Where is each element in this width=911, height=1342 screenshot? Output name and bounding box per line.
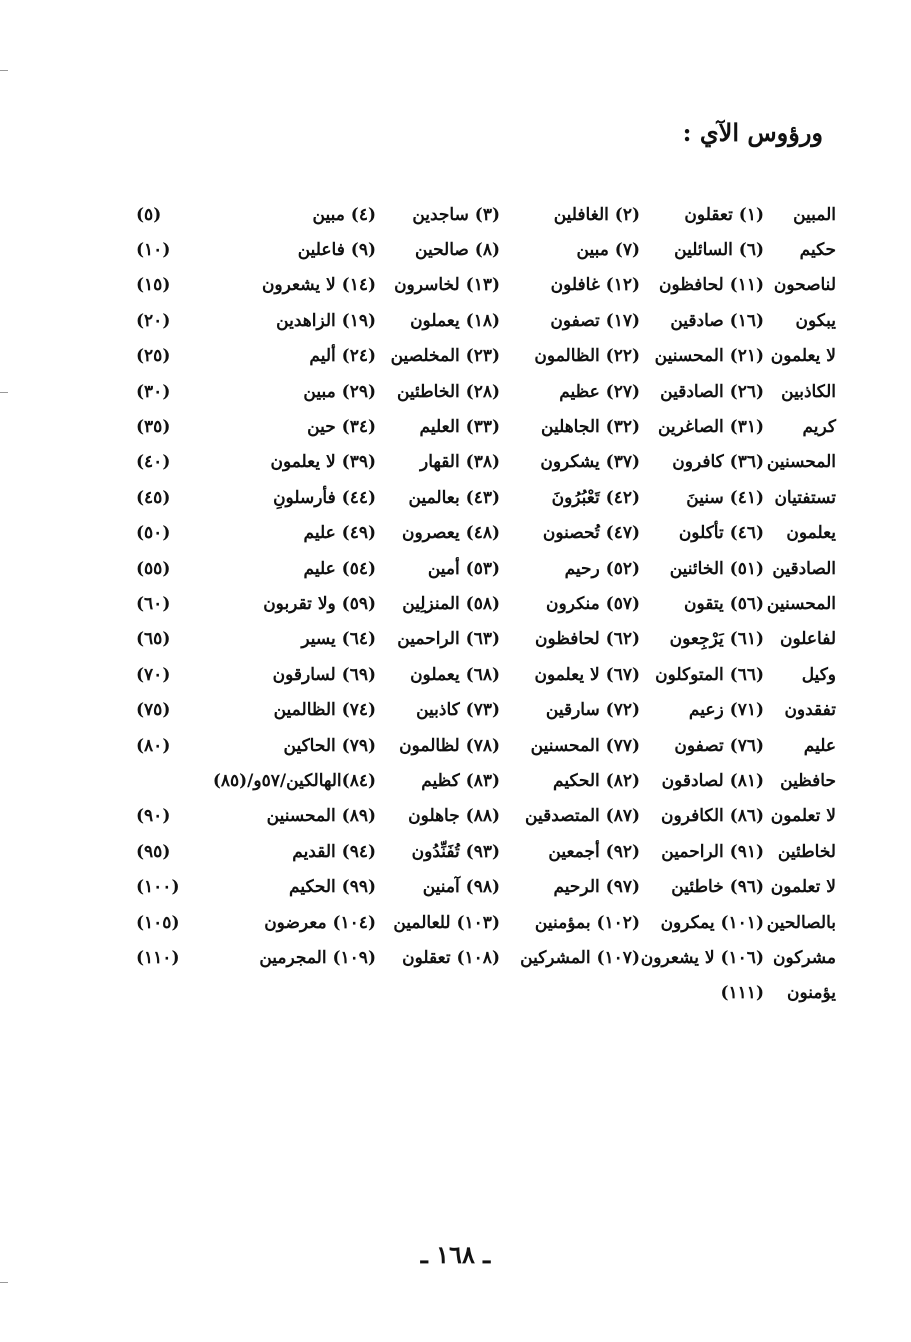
verse-cell: (٥١) الخائنين: [669, 558, 764, 579]
page-number: ـ ١٦٨ ـ: [420, 1240, 491, 1269]
verse-cell: (٧٥): [136, 700, 171, 721]
verse-cell: (٢٠): [136, 310, 171, 331]
verse-row: [136, 940, 836, 975]
verse-cell: (٧٨) لظالمون: [399, 735, 500, 756]
verse-cell: المبين: [793, 204, 836, 225]
verse-cell: (٣٣) العليم: [419, 417, 500, 438]
verse-cell: (٣٨) القهار: [419, 452, 500, 473]
verse-row: [136, 905, 836, 940]
verse-cell: (٤٤) فأرسلونِ: [273, 487, 376, 508]
verse-cell: (٩١) الراحمين: [661, 841, 764, 862]
verse-cell: (٤٧) تُحصنون: [542, 523, 640, 544]
verse-cell: (٥): [136, 204, 162, 225]
verse-cell: (٦٢) لحافظون: [535, 629, 640, 650]
verse-cell: (٣٤) حين: [307, 417, 376, 438]
verse-cell: (١٦) صادقين: [670, 310, 764, 331]
verse-cell: (٦٠): [136, 593, 171, 614]
verse-row: [136, 869, 836, 904]
verse-cell: (٧٠): [136, 664, 171, 685]
verse-cell: (٣) ساجدين: [412, 204, 500, 225]
verse-cell: (٣١) الصاغرين: [657, 417, 764, 438]
verse-cell: (١٧) تصفون: [550, 310, 640, 331]
verse-cell: (١٠٦) لا يشعرون: [640, 947, 764, 968]
verse-row: [136, 763, 836, 798]
verse-row: [136, 622, 836, 657]
verse-endings-table: [136, 197, 836, 1011]
verse-cell: (٣٩) لا يعلمون: [270, 452, 376, 473]
verse-cell: (٦٦) المتوكلون: [655, 664, 764, 685]
verse-cell: (٥٩) ولا تقربون: [263, 593, 376, 614]
verse-cell: (٦٣) الراحمين: [397, 629, 500, 650]
verse-cell: (١٢) غافلون: [550, 275, 640, 296]
verse-cell: (٢٦) الصادقين: [660, 381, 764, 402]
verse-cell: (١٨) يعملون: [410, 310, 500, 331]
verse-cell: (٧٦) تصفون: [674, 735, 764, 756]
verse-cell: (١٤) لا يشعرون: [261, 275, 376, 296]
verse-cell: (٣٥): [136, 417, 171, 438]
verse-cell: (٨٣) كظيم: [421, 770, 500, 791]
verse-row: [136, 516, 836, 551]
verse-cell: (٣٠): [136, 381, 171, 402]
section-heading: ورؤوس الآي :: [682, 118, 823, 147]
verse-cell: (١٠٩) المجرمين: [259, 947, 376, 968]
verse-cell: يبكون: [795, 310, 836, 331]
verse-cell: (٤٣) بعالمين: [408, 487, 500, 508]
verse-cell: (١٠٥): [136, 912, 180, 933]
verse-cell: (٣٦) كافرون: [672, 452, 764, 473]
verse-cell: الكاذبين: [781, 381, 836, 402]
verse-cell: لا تعلمون: [770, 877, 836, 898]
verse-cell: (١٥): [136, 275, 171, 296]
verse-cell: لا تعلمون: [770, 806, 836, 827]
verse-cell: (٩٨) آمنين: [422, 877, 500, 898]
verse-cell: (٤٠): [136, 452, 171, 473]
verse-cell: (٧٣) كاذبين: [416, 700, 500, 721]
verse-cell: (١١١): [720, 983, 764, 1004]
verse-cell: (٤) مبين: [312, 204, 376, 225]
verse-cell: (١٠٧) المشركين: [520, 947, 640, 968]
verse-cell: (٥٧) منكرون: [546, 593, 640, 614]
verse-row: [136, 232, 836, 267]
verse-cell: (٦) السائلين: [674, 240, 764, 261]
verse-row: [136, 409, 836, 444]
verse-cell: (٦٥): [136, 629, 171, 650]
verse-cell: (٩٦) خاطئين: [671, 877, 764, 898]
verse-cell: (٣٧) يشكرون: [540, 452, 640, 473]
verse-cell: (١) تعقلون: [684, 204, 764, 225]
verse-cell: عليم: [803, 735, 836, 756]
verse-cell: (٢٤) أليم: [309, 346, 376, 367]
verse-cell: (٣٢) الجاهلين: [541, 417, 640, 438]
verse-cell: (٥٤) عليم: [303, 558, 376, 579]
verse-cell: (٨١) لصادقون: [661, 770, 764, 791]
verse-cell: (٩٠): [136, 806, 171, 827]
verse-row: [136, 728, 836, 763]
verse-cell: لخاطئين: [777, 841, 836, 862]
verse-row: [136, 799, 836, 834]
verse-cell: (٩٤) القديم: [292, 841, 376, 862]
verse-cell: (٨٢) الحكيم: [553, 770, 640, 791]
verse-cell: (٩٣) تُفَنِّدُون: [411, 841, 500, 862]
verse-cell: (٥٨) المنزلِين: [402, 593, 500, 614]
verse-row: [136, 339, 836, 374]
verse-cell: بالصالحين: [766, 912, 836, 933]
verse-row: [136, 197, 836, 232]
verse-cell: (٧) مبين: [576, 240, 640, 261]
verse-row: [136, 480, 836, 515]
verse-cell: (٩٧) الرحيم: [553, 877, 640, 898]
verse-cell: (٤٥): [136, 487, 171, 508]
verse-cell: (١٠٤) معرضون: [264, 912, 376, 933]
margin-mark: [0, 70, 8, 71]
verse-row: [136, 268, 836, 303]
verse-cell: (٦٨) يعملون: [410, 664, 500, 685]
margin-mark: [0, 1282, 8, 1283]
verse-cell: (٥٢) رحيم: [564, 558, 640, 579]
verse-cell: (٧٢) سارقين: [545, 700, 640, 721]
verse-cell: لا يعلمون: [770, 346, 836, 367]
verse-cell: (١٠٨) تعقلون: [402, 947, 500, 968]
verse-cell: (١٠١) يمكرون: [660, 912, 764, 933]
verse-cell: كريم: [802, 417, 836, 438]
verse-cell: حافظين: [780, 770, 836, 791]
verse-row: [136, 551, 836, 586]
verse-cell: (٢١) المحسنين: [654, 346, 764, 367]
verse-cell: (١٠٢) بمؤمنين: [534, 912, 640, 933]
verse-cell: (٤٦) تأكلون: [678, 523, 764, 544]
verse-row: [136, 976, 836, 1011]
verse-cell: (٢٧) عظيم: [559, 381, 640, 402]
verse-cell: لفاعلون: [780, 629, 836, 650]
verse-row: [136, 657, 836, 692]
verse-cell: (٨٨) جاهلون: [408, 806, 500, 827]
verse-cell: (٢٨) الخاطئين: [396, 381, 500, 402]
verse-cell: (١٠٣) للعالمين: [393, 912, 500, 933]
verse-cell: (٩٢) أجمعين: [548, 841, 640, 862]
verse-cell: (٩) فاعلين: [297, 240, 376, 261]
verse-cell: (٤١) سنينَ: [686, 487, 764, 508]
verse-cell: لناصحون: [773, 275, 836, 296]
verse-cell: (٢٥): [136, 346, 171, 367]
verse-cell: الصادقين: [772, 558, 836, 579]
verse-row: [136, 692, 836, 727]
verse-cell: حكيم: [799, 240, 836, 261]
verse-cell: يعلمون: [786, 523, 836, 544]
verse-cell: (٧٩) الحاكين: [283, 735, 376, 756]
verse-cell: (١١٠): [136, 947, 180, 968]
verse-cell: (٥٦) يتقون: [683, 593, 764, 614]
verse-row: [136, 445, 836, 480]
verse-cell: يؤمنون: [786, 983, 836, 1004]
verse-cell: (٧١) زعيم: [688, 700, 764, 721]
verse-cell: (٨٩) المحسنين: [266, 806, 376, 827]
verse-row: [136, 374, 836, 409]
verse-cell: (١٠٠): [136, 877, 180, 898]
verse-cell: (٦٤) يسير: [301, 629, 376, 650]
verse-cell: (١٠): [136, 240, 171, 261]
verse-cell: (٤٩) عليم: [303, 523, 376, 544]
verse-cell: (٥٥): [136, 558, 171, 579]
verse-cell: (٨٤)الهالكين/٥٧و/(٨٥): [212, 770, 376, 791]
verse-cell: (٧٤) الظالمين: [273, 700, 376, 721]
verse-cell: تستفتيان: [774, 487, 836, 508]
verse-cell: المحسنين: [766, 593, 836, 614]
verse-cell: تفقدون: [784, 700, 836, 721]
verse-cell: (٨) صالحين: [415, 240, 500, 261]
margin-mark: [0, 392, 8, 393]
verse-cell: (٥٠): [136, 523, 171, 544]
verse-cell: (٩٥): [136, 841, 171, 862]
verse-cell: (٦٧) لا يعلمون: [534, 664, 640, 685]
verse-cell: المحسنين: [766, 452, 836, 473]
verse-cell: (٢٢) الظالمون: [534, 346, 640, 367]
verse-cell: (٨٧) المتصدقين: [525, 806, 640, 827]
verse-row: [136, 303, 836, 338]
verse-cell: وكيل: [801, 664, 836, 685]
verse-cell: (٧٧) المحسنين: [530, 735, 640, 756]
verse-cell: (٩٩) الحكيم: [289, 877, 376, 898]
verse-cell: (٤٢) تَعْبُرُونَ: [551, 487, 640, 508]
verse-cell: (٨٦) الكافرون: [661, 806, 764, 827]
verse-cell: (٦١) يَرْجِعون: [669, 629, 764, 650]
verse-cell: (٢٣) المخلصين: [390, 346, 500, 367]
verse-cell: (٥٣) أمين: [427, 558, 500, 579]
verse-cell: (٤٨) يعصرون: [401, 523, 500, 544]
verse-row: [136, 834, 836, 869]
verse-cell: (٦٩) لسارقون: [272, 664, 376, 685]
verse-cell: مشركون: [772, 947, 836, 968]
verse-cell: (١٩) الزاهدين: [276, 310, 376, 331]
verse-cell: (١٣) لخاسرون: [394, 275, 500, 296]
verse-row: [136, 586, 836, 621]
verse-cell: (٢) الغافلين: [553, 204, 640, 225]
verse-cell: (٢٩) مبين: [303, 381, 376, 402]
verse-cell: (١١) لحافظون: [659, 275, 764, 296]
verse-cell: (٨٠): [136, 735, 171, 756]
